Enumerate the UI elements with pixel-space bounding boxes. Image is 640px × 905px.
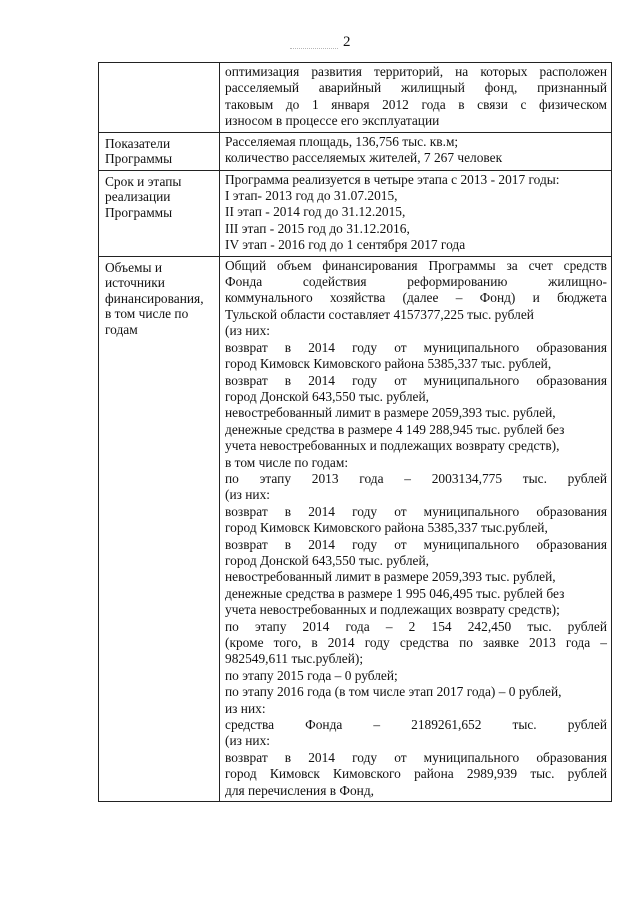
- row-label-cell: [99, 170, 220, 256]
- text-line: возврат в 2014 году от муниципального образования: [225, 372, 607, 388]
- text-line: город Кимовск Кимовского района 2989,939 тыс. рублей: [225, 766, 607, 782]
- table-row: [99, 63, 612, 133]
- text-line: возврат в 2014 году от муниципального образования: [225, 503, 607, 519]
- text-line: (кроме того, в 2014 году средства по заявке 2013 года –: [225, 635, 607, 650]
- row-label-line: финансирования,: [105, 290, 204, 306]
- row-value-cell: [220, 256, 612, 801]
- row-label-cell: [99, 256, 220, 801]
- text-line: денежные средства в размере 4 149 288,945 тыс. рублей без: [225, 421, 565, 437]
- text-line: (из них:: [225, 733, 271, 749]
- text-line: невостребованный лимит в размере 2059,393 тыс. рублей,: [225, 405, 556, 421]
- text-line: учета невостребованных и подлежащих возврату средств);: [225, 602, 560, 618]
- text-line: из них:: [225, 700, 266, 716]
- text-line: в том числе по годам:: [225, 454, 349, 470]
- text-line: таковым до 1 января 2012 года в связи с физическом: [225, 96, 607, 112]
- text-line: город Кимовск Кимовского района 5385,337 тыс.рублей,: [225, 520, 548, 536]
- text-line: оптимизация развития территорий, на которых расположен: [225, 64, 607, 79]
- text-line: III этап - 2015 год до 31.12.2016,: [225, 220, 410, 236]
- program-passport-table: [98, 62, 612, 802]
- text-line: по этапу 2016 года (в том числе этап 2017 года) – 0 рублей,: [225, 684, 562, 700]
- text-line: Общий объем финансирования Программы за счет средств: [225, 257, 607, 273]
- row-label-cell: [99, 63, 220, 133]
- table-row: [99, 256, 612, 801]
- row-label-line: реализации: [105, 189, 171, 205]
- row-label-line: Программы: [105, 151, 173, 167]
- text-line: 982549,611 тыс.рублей);: [225, 651, 364, 667]
- text-line: город Донской 643,550 тыс. рублей,: [225, 552, 430, 568]
- scan-artifact: [290, 42, 338, 49]
- text-line: по этапу 2014 года – 2 154 242,450 тыс. рублей: [225, 618, 607, 634]
- text-line: для перечисления в Фонд,: [225, 782, 374, 798]
- row-label-line: Срок и этапы: [105, 173, 182, 189]
- text-line: Расселяемая площадь, 136,756 тыс. кв.м;: [225, 133, 459, 149]
- text-line: невостребованный лимит в размере 2059,393 тыс. рублей,: [225, 569, 556, 585]
- text-line: учета невостребованных и подлежащих возврату средств),: [225, 438, 560, 454]
- text-line: износом в процессе его эксплуатации: [225, 113, 440, 129]
- row-label-cell: [99, 132, 220, 170]
- text-line: возврат в 2014 году от муниципального образования: [225, 536, 607, 552]
- table-row: [99, 170, 612, 256]
- row-label-line: в том числе по: [105, 306, 189, 322]
- text-line: (из них:: [225, 487, 271, 503]
- text-line: Тульской области составляет 4157377,225 тыс. рублей: [225, 306, 534, 322]
- text-line: денежные средства в размере 1 995 046,495 тыс. рублей без: [225, 585, 565, 601]
- row-label-line: Показатели: [105, 135, 171, 151]
- row-value-cell: [220, 63, 612, 133]
- text-line: город Донской 643,550 тыс. рублей,: [225, 388, 430, 404]
- text-line: по этапу 2015 года – 0 рублей;: [225, 667, 398, 683]
- text-line: коммунального хозяйства (далее – Фонд) и бюджета: [225, 290, 607, 306]
- text-line: I этап- 2013 год до 31.07.2015,: [225, 188, 398, 204]
- text-line: возврат в 2014 году от муниципального образования: [225, 749, 607, 765]
- row-label-line: Объемы и: [105, 259, 163, 275]
- text-line: возврат в 2014 году от муниципального образования: [225, 339, 607, 355]
- text-line: Фонда содействия реформированию жилищно-: [225, 274, 607, 290]
- text-line: количество расселяемых жителей, 7 267 человек: [225, 150, 503, 166]
- text-line: Программа реализуется в четыре этапа с 2013 - 2017 годы:: [225, 171, 560, 187]
- text-line: IV этап - 2016 год до 1 сентября 2017 года: [225, 237, 466, 253]
- row-label-line: Программы: [105, 204, 173, 220]
- row-label-line: источники: [105, 275, 165, 291]
- text-line: средства Фонда – 2189261,652 тыс. рублей: [225, 717, 607, 733]
- page-number: 2: [343, 34, 351, 50]
- row-value-cell: [220, 170, 612, 256]
- text-line: (из них:: [225, 323, 271, 339]
- table-row: [99, 132, 612, 170]
- text-line: город Кимовск Кимовского района 5385,337 тыс. рублей,: [225, 356, 552, 372]
- text-line: по этапу 2013 года – 2003134,775 тыс. рублей: [225, 470, 607, 486]
- row-label-line: годам: [105, 321, 138, 337]
- text-line: II этап - 2014 год до 31.12.2015,: [225, 204, 406, 220]
- text-line: расселяемый аварийный жилищный фонд, признанный: [225, 80, 607, 96]
- row-value-cell: [220, 132, 612, 170]
